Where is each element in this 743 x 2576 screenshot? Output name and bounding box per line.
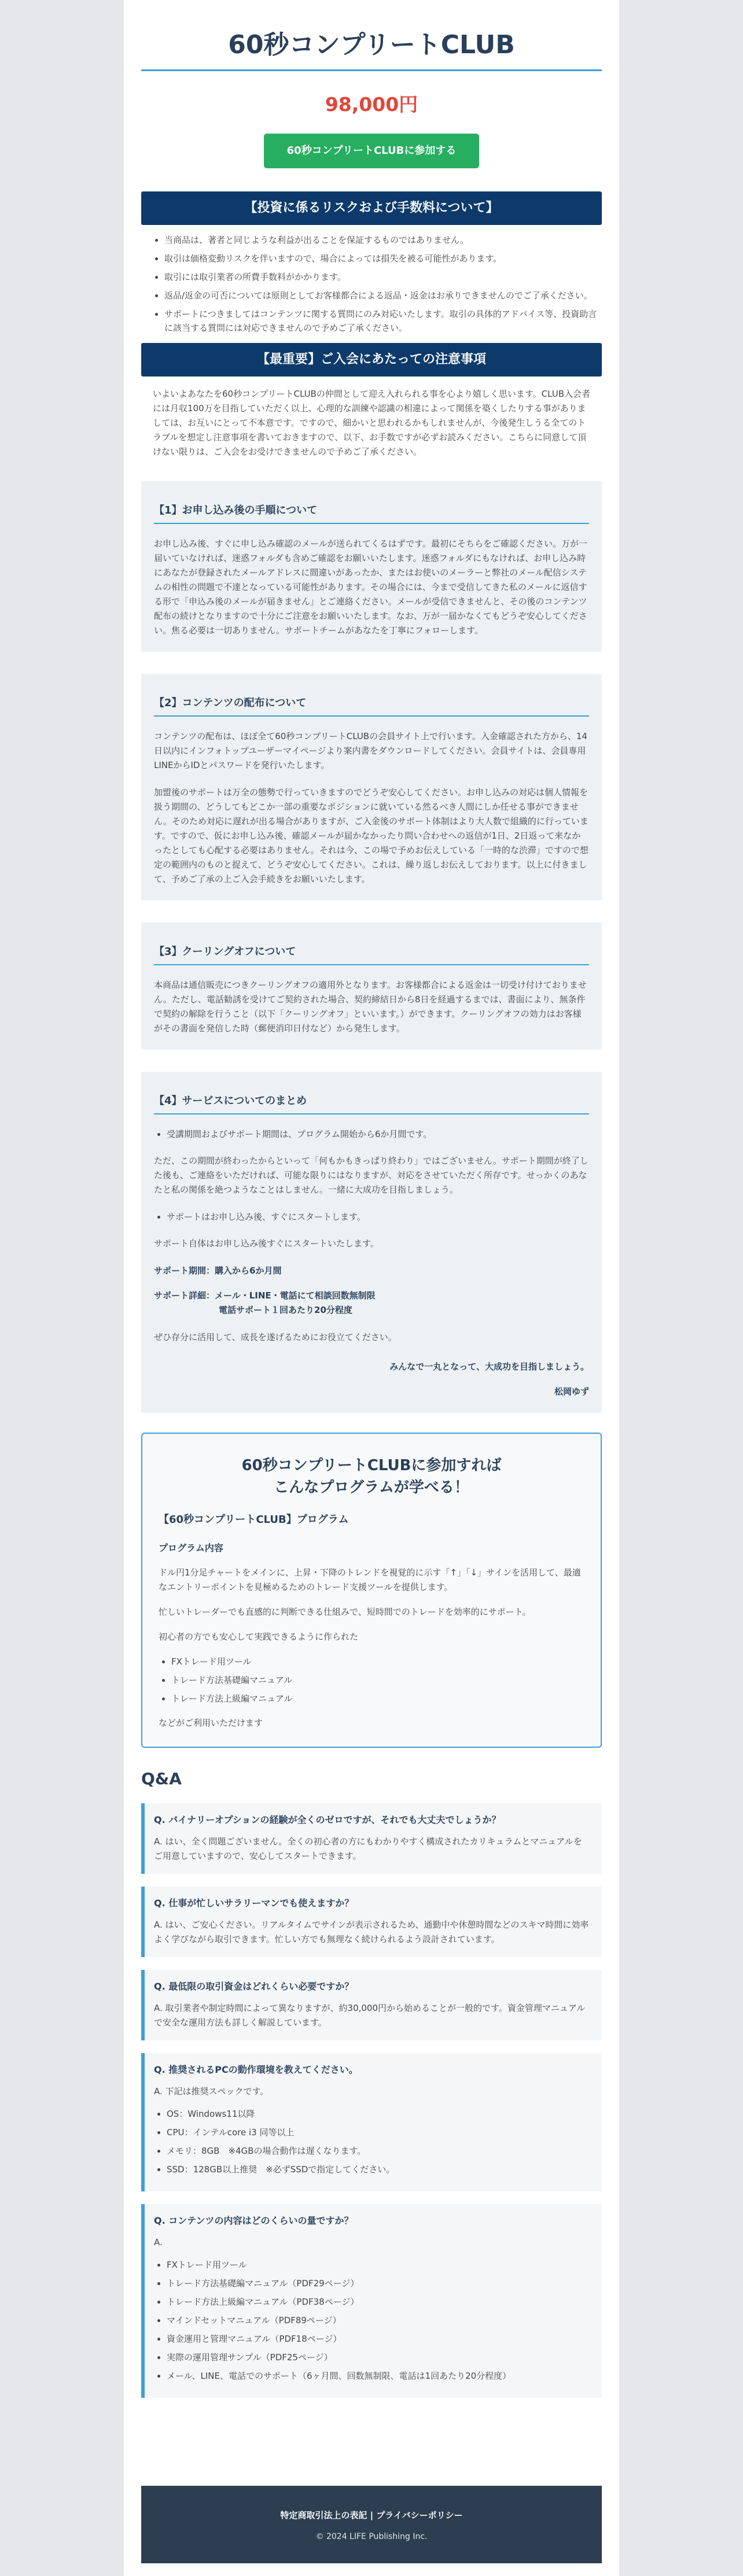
- section-body: サポート自体はお申し込み後すぐにスタートいたします。: [154, 1238, 379, 1249]
- question: Q. バイナリーオプションの経験が全くのゼロですが、それでも大丈夫でしょうか？: [154, 1814, 501, 1825]
- support-detail-line1: サポート詳細：メール・LINE・電話にて相談回数無制限: [154, 1290, 376, 1301]
- list-item: • OS：Windows11以降: [167, 2107, 590, 2121]
- answer: A.: [154, 2237, 163, 2247]
- privacy-policy-link[interactable]: プライバシーポリシー: [376, 2510, 463, 2520]
- risk-section: [141, 191, 602, 335]
- support-detail-line2: 電話サポート１回あたり20分程度: [219, 1305, 352, 1315]
- list-item: • 受講期間およびサポート期間は、プログラム開始から6か月間です。: [167, 1127, 589, 1141]
- program-heading-line1: 60秒コンプリートCLUBに参加すれば: [241, 1457, 502, 1474]
- price: 98,000円: [325, 93, 418, 116]
- notice-heading: 【最重要】ご入会にあたっての注意事項: [141, 343, 602, 377]
- qa-item: [141, 2053, 602, 2191]
- summary-list: [154, 1210, 589, 1224]
- program-subtitle: 【60秒コンプリートCLUB】プログラム: [159, 1514, 349, 1526]
- list-item: • 返品/返金の可否については原則としてお客様都合による返品・返金はお承りできませんのでご了承ください。: [164, 289, 602, 302]
- join-button[interactable]: 60秒コンプリートCLUBに参加する: [264, 134, 479, 168]
- program-text: などがご利用いただけます: [159, 1718, 263, 1728]
- section-title: 【4】サービスについてのまとめ: [154, 1094, 589, 1114]
- list-item: • トレード方法基礎編マニュアル: [171, 1673, 584, 1687]
- section-service-summary: [141, 1072, 602, 1413]
- copyright: © 2024 LIFE Publishing Inc.: [315, 2532, 428, 2541]
- list-item: • FXトレード用ツール: [167, 2258, 590, 2272]
- summary-list: [154, 1127, 589, 1141]
- qa-item: [141, 1887, 602, 1957]
- section-title: 【1】お申し込み後の手順について: [154, 503, 589, 524]
- section-body: ぜひ存分に活用して、成長を遂げるためにお役立てください。: [154, 1332, 397, 1342]
- answer-list: [154, 2258, 590, 2383]
- list-item: • メモリ：8GB ※4GBの場合動作は遅くなります。: [167, 2144, 590, 2158]
- footer: [141, 2486, 602, 2563]
- question: Q. 最低限の取引資金はどれくらい必要ですか？: [154, 1981, 354, 1992]
- section-application: [141, 481, 602, 652]
- risk-list: [141, 233, 602, 335]
- section-title: 【2】コンテンツの配布について: [154, 696, 589, 717]
- qa-item: [141, 1970, 602, 2040]
- program-box: [141, 1433, 602, 1748]
- program-text: 忙しいトレーダーでも直感的に判断できる仕組みで、短時間でのトレードを効率的にサポート。: [159, 1607, 531, 1617]
- footer-links: [141, 2509, 602, 2522]
- qa-title: Q&A: [141, 1769, 182, 1788]
- list-item: • メール、LINE、電話でのサポート（6ヶ月間、回数無制限、電話は1回あたり20分程度）: [167, 2369, 590, 2383]
- legal-notice-link[interactable]: 特定商取引法上の表記: [280, 2510, 367, 2520]
- list-item: • 実際の運用管理サンプル（PDF25ページ）: [167, 2350, 590, 2364]
- list-item: • サポートはお申し込み後、すぐにスタートします。: [167, 1210, 589, 1224]
- signature: 松岡ゆず: [554, 1386, 589, 1397]
- hero-section: [141, 0, 602, 168]
- question: Q. 仕事が忙しいサラリーマンでも使えますか？: [154, 1898, 354, 1909]
- risk-heading: 【投資に係るリスクおよび手数料について】: [141, 191, 602, 225]
- program-text: 初心者の方でも安心して実践できるように作られた: [159, 1632, 359, 1642]
- section-body: ただ、この期間が終わったからといって「何もかもきっぱり終わり」ではございません。サポート期間が終了した後も、ご連絡をいただければ、可能な限りにはなりますが、対応をさせていただく所存です。せっかくのあなたと私の関係を絶つようなことはしません。一緒に大成功を目指しましょう。: [154, 1156, 588, 1195]
- answer: A. はい、ご安心ください。リアルタイムでサインが表示されるため、通勤中や休憩時間などのスキマ時間に効率よく学びながら取引できます。忙しい方でも無理なく続けられるよう設計されています。: [154, 1920, 589, 1944]
- list-item: • トレード方法基礎編マニュアル（PDF29ページ）: [167, 2276, 590, 2290]
- qa-item: [141, 2204, 602, 2398]
- question: Q. 推奨されるPCの動作環境を教えてください。: [154, 2064, 358, 2075]
- list-item: • 取引には取引業者の所費手数料がかかります。: [164, 270, 602, 284]
- list-item: • 取引は価格変動リスクを伴いますので、場合によっては損失を被る可能性があります。: [164, 252, 602, 265]
- list-item: • サポートにつきましてはコンテンツに関する質問にのみ対応いたします。取引の具体的アドバイス等、投資助言に該当する質問には対応できませんので予めご了承ください。: [164, 307, 602, 335]
- list-item: • 資金運用と管理マニュアル（PDF18ページ）: [167, 2332, 590, 2346]
- program-heading-line2: こんなプログラムが学べる！: [274, 1479, 469, 1496]
- list-item: • SSD：128GB以上推奨 ※必ずSSDで指定してください。: [167, 2162, 590, 2176]
- program-text: ドル円1分足チャートをメインに、上昇・下降のトレンドを視覚的に示す「↑」「↓」サインを活用して、最適なエントリーポイントを見極めるためのトレード支援ツールを提供します。: [159, 1567, 581, 1592]
- title-divider: [141, 69, 602, 71]
- list-item: • トレード方法上級編マニュアル: [171, 1692, 584, 1706]
- support-period: サポート期間：購入から6か月間: [154, 1265, 282, 1276]
- answer: A. はい、全く問題ございません。全くの初心者の方にもわかりやすく構成されたカリキュラムとマニュアルをご用意していますので、安心してスタートできます。: [154, 1836, 582, 1861]
- program-heading: [159, 1455, 584, 1499]
- section-body: 本商品は通信販売につきクーリングオフの適用外となります。お客様都合による返金は一切受け付けておりません。ただし、電話勧誘を受けてご契約された場合、契約締結日から8日を経過するまでは、書面により、無条件で契約の解除を行うこと（以下「クーリングオフ」といいます。）ができます。クーリングオフの効力はお客様がその書面を発信した時（郵便消印日付など）から発生します。: [154, 980, 587, 1034]
- footer-separator: |: [367, 2510, 377, 2520]
- notice-intro: いよいよあなたを60秒コンプリートCLUBの仲間として迎え入れられる事を心より嬉しく思います。CLUB入会者には月収100万を目指していただく以上、心理的な訓練や認識の相違によって関係を築くしたりする事がありましては、お互いにとって不本意です。ですので、細かいと思われるかもしれませんが、今後発生しうる全てのトラブルを想定し注意事項を書いておきますので、以下、お手数ですが必ずお読みください。こちらに同意して頂けない限りは、ご入会をお受けできませんので予めご了承ください。: [153, 389, 590, 457]
- list-item: • CPU：インテルcore i3 同等以上: [167, 2125, 590, 2139]
- support-detail: [154, 1289, 589, 1317]
- page: [124, 0, 619, 2576]
- list-item: • トレード方法上級編マニュアル（PDF38ページ）: [167, 2295, 590, 2309]
- page-title: 60秒コンプリートCLUB: [228, 30, 515, 60]
- answer: A. 下記は推奨スペックです。: [154, 2086, 269, 2097]
- list-item: • マインドセットマニュアル（PDF89ページ）: [167, 2313, 590, 2327]
- closing-message: みんなで一丸となって、大成功を目指しましょう。: [389, 1361, 589, 1372]
- section-title: 【3】クーリングオフについて: [154, 944, 589, 965]
- qa-item: [141, 1803, 602, 1874]
- section-body: コンテンツの配布は、ほぼ全て60秒コンプリートCLUBの会員サイト上で行います。入金確認された方から、14日以内にインフォトップユーザーマイページより案内書をダウンロードしてください。会員サイトは、会員専用LINEからIDとパスワードを発行いたします。: [154, 731, 587, 770]
- answer: A. 取引業者や制定時間によって異なりますが、約30,000円から始めることが一般的です。資金管理マニュアルで安全な運用方法も詳しく解説しています。: [154, 2003, 586, 2028]
- section-body: 加盟後のサポートは万全の態勢で行っていきますのでどうぞ安心してください。お申し込みの対応は個人情報を扱う期間の、どうしてもどこか一部の重要なポジションに就いている然るべき人間にしか任せる事ができません。そのため対応に遅れが出る場合がありますが、ご入金後のサポート体制はより大人数で組織的に行っています。ですので、仮にお申し込み後、確認メールが届かなかったり問い合わせへの返信が1日、2日返って来なかったとしても心配する必要はありません。それは今、この場で予めお伝えしている「一時的な渋滞」ですので想定の範囲内のものと捉えて、どうぞ安心してください。これは、繰り返しお伝えしております。以上に付きまして、予めご了承の上ご入会手続きをお願いいたします。: [154, 787, 588, 884]
- section-body: お申し込み後、すぐに申し込み確認のメールが送られてくるはずです。最初にそちらをご確認ください。万が一届いていなければ、迷惑フォルダも含めご確認をお願いいたします。迷惑フォルダにもなければ、お申し込み時にあなたが登録されたメールアドレスに間違いがあったか、またはお使いのメーラーと弊社のメール配信システムの相性の問題で不達となっている可能性があります。その場合には、今まで受信してきた私のメールに返信する形で「申込み後のメールが届きません」とご連絡ください。メールが受信できませんと、その後のコンテンツ配布の続けとなりますので十分にご注意をお願いいたします。なお、万が一届かなくてもどうぞ安心してください。焦る必要は一切ありません。サポートチームがあなたを丁寧にフォローします。: [154, 538, 587, 636]
- answer-list: [154, 2107, 590, 2176]
- program-content-label: プログラム内容: [159, 1542, 223, 1553]
- list-item: • FXトレード用ツール: [171, 1655, 584, 1669]
- section-cooling-off: [141, 922, 602, 1050]
- list-item: • 当商品は、著者と同じような利益が出ることを保証するものではありません。: [164, 233, 602, 247]
- section-distribution: [141, 674, 602, 901]
- question: Q. コンテンツの内容はどのくらいの量ですか？: [154, 2215, 354, 2226]
- program-list: [159, 1655, 584, 1706]
